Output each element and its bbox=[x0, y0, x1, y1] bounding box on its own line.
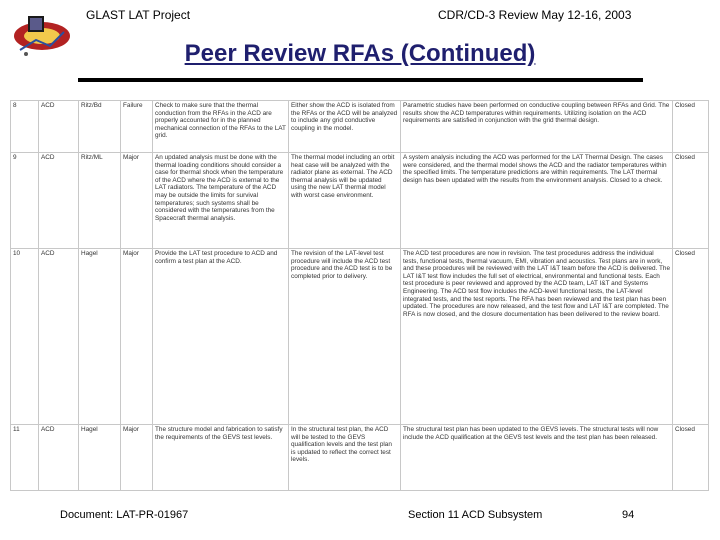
table-row bbox=[11, 101, 709, 153]
rfa-type: Major bbox=[121, 425, 153, 491]
rfa-status: Closed bbox=[673, 249, 709, 425]
page-title: Peer Review RFAs (Continued) bbox=[184, 40, 536, 67]
rfa-type: Major bbox=[121, 153, 153, 249]
rfa-status: Closed bbox=[673, 101, 709, 153]
rfa-action: The ACD test procedures are now in revision. The test procedures address the individual tests, functional tests, thermal vacuum, EMI, vibration and acoustics. Test plans are in work, and these procedures will be reviewed with the LAT I&T team before the ACD is delivered. The LAT I&T test flow includes the full set of electrical, environmental and functional tests. Each test procedure is peer reviewed and approved by the ACD team, LAT I&T and Systems Engineering. The ACD test flow includes the ACD-level functional tests, the LAT-level integrated tests, and the test reports. The RFA has been reviewed and the test plan has been updated. The procedures are now released, and the test flow and LAT I&T are completed. The RFA is now closed, and the closure documentation has been delivered to the review board. bbox=[401, 249, 673, 425]
rfa-status: Closed bbox=[673, 153, 709, 249]
rfa-request: The structure model and fabrication to satisfy the requirements of the GEVS test levels. bbox=[153, 425, 289, 491]
rfa-number: 8 bbox=[11, 101, 39, 153]
rfa-originator: Ritz/ML bbox=[79, 153, 121, 249]
rfa-subsystem: ACD bbox=[39, 101, 79, 153]
rfa-request: An updated analysis must be done with the thermal loading conditions should consider a case for thermal shock when the temperature of the ACD where the ACD is external to the LAT radiators. The temperature of the ACD may be outside the limits for survival temperatures; such systems shall be considered with the temperatures from the Spacecraft thermal analysis. bbox=[153, 153, 289, 249]
project-name: GLAST LAT Project bbox=[86, 8, 191, 22]
rfa-originator: Ritz/Bd bbox=[79, 101, 121, 153]
rfa-status: Closed bbox=[673, 425, 709, 491]
rfa-response: The thermal model including an orbit heat case will be analyzed with the radiator plane as external. The ACD thermal analysis will be updated using the new LAT thermal model with worst case environment. bbox=[289, 153, 401, 249]
rfa-table bbox=[10, 100, 708, 490]
rfa-response: Either show the ACD is isolated from the RFAs or the ACD will be analyzed to include any grid conductive coupling in the model. bbox=[289, 101, 401, 153]
page-number: 94 bbox=[622, 509, 635, 521]
rfa-originator: Hagel bbox=[79, 249, 121, 425]
rfa-action: Parametric studies have been performed on conductive coupling between RFAs and Grid. The results show the ACD temperatures within requirements. Utilizing isolation on the ACD requirements are satisfied in conjunction with the grid thermal design. bbox=[401, 101, 673, 153]
rfa-subsystem: ACD bbox=[39, 425, 79, 491]
rfa-action: A system analysis including the ACD was performed for the LAT Thermal Design. The cases were considered, and the thermal model shows the ACD and the radiator temperatures within the specified limits. The temperature predictions are within requirements. The LAT thermal design has been updated with the results from the environment analysis. Closed to a check. bbox=[401, 153, 673, 249]
rfa-subsystem: ACD bbox=[39, 249, 79, 425]
title-rule bbox=[78, 78, 643, 82]
rfa-action: The structural test plan has been updated to the GEVS levels. The structural tests will now include the ACD qualification at the GEVS test levels and the test plan has been released. bbox=[401, 425, 673, 491]
table-row bbox=[11, 249, 709, 425]
rfa-number: 9 bbox=[11, 153, 39, 249]
review-name: CDR/CD-3 Review May 12-16, 2003 bbox=[438, 8, 632, 22]
document-number: Document: LAT-PR-01967 bbox=[60, 509, 189, 521]
rfa-response: In the structural test plan, the ACD will be tested to the GEVS qualification levels and the test plan is updated to reflect the correct test levels. bbox=[289, 425, 401, 491]
rfa-type: Major bbox=[121, 249, 153, 425]
rfa-originator: Hagel bbox=[79, 425, 121, 491]
rfa-subsystem: ACD bbox=[39, 153, 79, 249]
rfa-response: The revision of the LAT-level test procedure will include the ACD test procedure and the ACD test is to be completed prior to delivery. bbox=[289, 249, 401, 425]
table-row bbox=[11, 153, 709, 249]
section-name: Section 11 ACD Subsystem bbox=[408, 509, 543, 521]
rfa-number: 11 bbox=[11, 425, 39, 491]
rfa-request: Provide the LAT test procedure to ACD and confirm a test plan at the ACD. bbox=[153, 249, 289, 425]
table-row bbox=[11, 425, 709, 491]
rfa-request: Check to make sure that the thermal conduction from the RFAs in the ACD are properly accounted for in the planned mechanical connection of the RFAs to the LAT grid. bbox=[153, 101, 289, 153]
rfa-type: Failure bbox=[121, 101, 153, 153]
rfa-number: 10 bbox=[11, 249, 39, 425]
